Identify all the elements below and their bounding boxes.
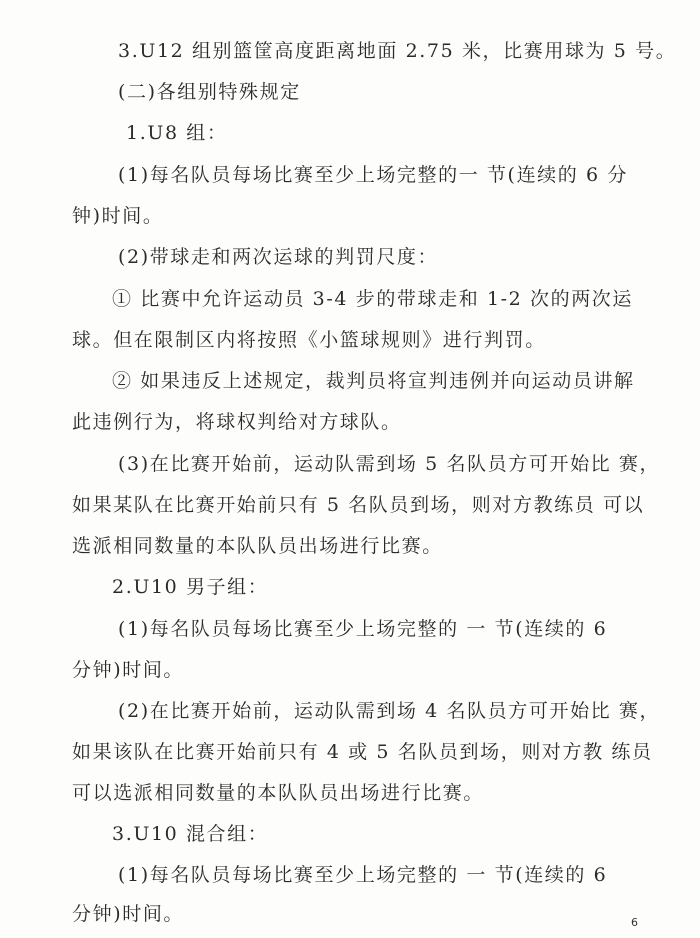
paragraph-line: 如果该队在比赛开始前只有 4 或 5 名队员到场，则对方教 练员 bbox=[72, 741, 653, 763]
paragraph-line: 此违例行为，将球权判给对方球队。 bbox=[72, 411, 402, 433]
paragraph-line: 球。但在限制区内将按照《小篮球规则》进行判罚。 bbox=[72, 329, 546, 351]
subsection-heading-u8: 1.U8 组： bbox=[126, 122, 228, 144]
paragraph-line: (3)在比赛开始前，运动队需到场 5 名队员方可开始比 赛， bbox=[118, 453, 661, 475]
subsection-heading-u10-boys: 2.U10 男子组： bbox=[112, 576, 269, 598]
paragraph-line: ② 如果违反上述规定，裁判员将宣判违例并向运动员讲解 bbox=[112, 370, 635, 392]
subsection-heading-u10-mixed: 3.U10 混合组： bbox=[112, 823, 269, 845]
rule-u12-hoop-height: 3.U12 组别篮筐高度距离地面 2.75 米，比赛用球为 5 号。 bbox=[118, 40, 677, 62]
page-number: 6 bbox=[631, 916, 638, 929]
paragraph-line: (1)每名队员每场比赛至少上场完整的一 节(连续的 6 分 bbox=[118, 164, 628, 186]
paragraph-line: 分钟)时间。 bbox=[72, 659, 185, 681]
paragraph-line: 分钟)时间。 bbox=[72, 903, 185, 925]
paragraph-line: (1)每名队员每场比赛至少上场完整的 一 节(连续的 6 bbox=[118, 864, 608, 886]
paragraph-line: 选派相同数量的本队队员出场进行比赛。 bbox=[72, 535, 443, 557]
paragraph-line: (2)带球走和两次运球的判罚尺度： bbox=[118, 246, 439, 268]
paragraph-line: 如果某队在比赛开始前只有 5 名队员到场，则对方教练员 可以 bbox=[72, 494, 645, 516]
paragraph-line: (2)在比赛开始前，运动队需到场 4 名队员方可开始比 赛， bbox=[118, 700, 661, 722]
paragraph-line: 可以选派相同数量的本队队员出场进行比赛。 bbox=[72, 782, 485, 804]
paragraph-line: 钟)时间。 bbox=[72, 205, 164, 227]
section-heading-special-rules: (二)各组别特殊规定 bbox=[118, 81, 301, 103]
paragraph-line: ① 比赛中允许运动员 3-4 步的带球走和 1-2 次的两次运 bbox=[112, 288, 633, 310]
paragraph-line: (1)每名队员每场比赛至少上场完整的 一 节(连续的 6 bbox=[118, 618, 608, 640]
